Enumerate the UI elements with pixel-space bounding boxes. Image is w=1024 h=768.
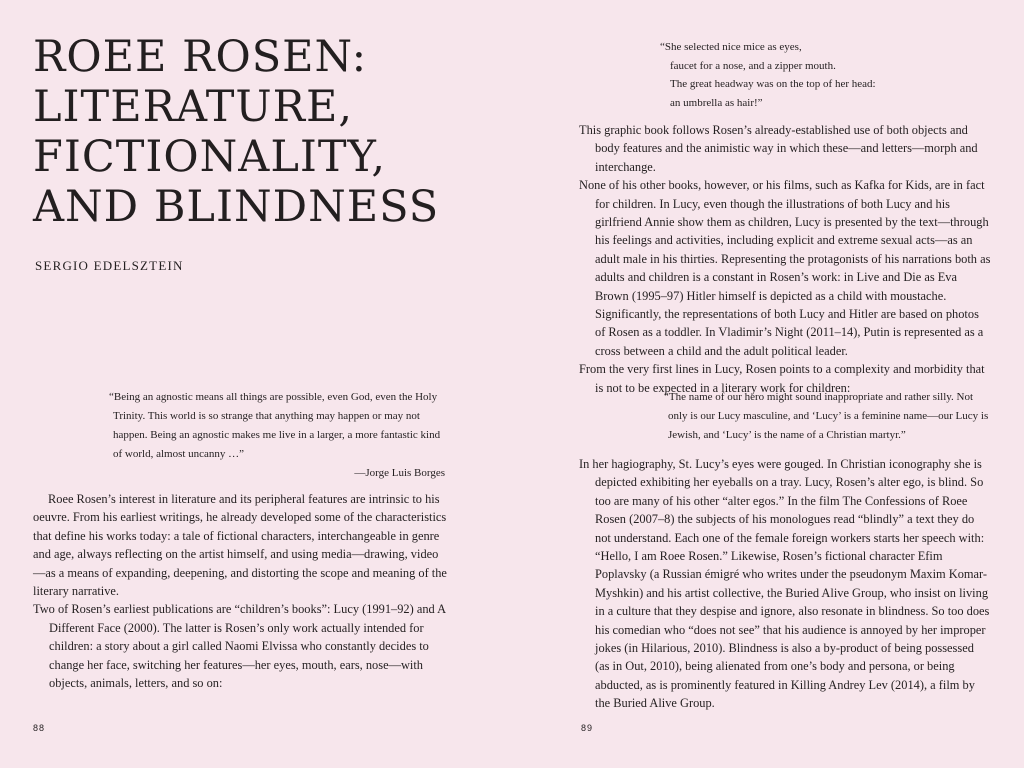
page-number: 89 <box>581 723 594 733</box>
right-page <box>512 0 1024 768</box>
paragraph: From the very first lines in Lucy, Rosen points to a complexity and morbidity that is not to be expected in a literary work for children: <box>579 362 985 395</box>
body-text-right-bottom <box>579 455 991 713</box>
title-line: ROEE ROSEN: <box>33 32 368 82</box>
paragraph: Two of Rosen’s earliest publications are “children’s books”: Lucy (1991–92) and A Different Face (2000). The latter is Rosen’s only work actually intended for children: a story about a girl called Naomi Elvissa who constantly decides to change her face, switching her features—her eyes, mouth, ears, nose—with objects, animals, letters, and so on: <box>33 602 446 691</box>
paragraph: This graphic book follows Rosen’s already-established use of both objects and body features and the animistic way in which these—and letters—morph and interchange. <box>579 123 978 174</box>
epigraph-attribution: —Jorge Luis Borges <box>354 467 445 479</box>
block-quote <box>658 388 990 445</box>
paragraph: Roee Rosen’s interest in literature and its peripheral features are intrinsic to his oeuvre. From his earliest writings, he already developed some of the characteristics that define his works today: a tale of fictional characters, interchangeable in genre and age, always reflecting on the artist himself, and using media—drawing, video—as a means of expanding, deepening, and distorting the scope and meaning of the literary narrative. <box>33 492 447 599</box>
verse-quote <box>660 38 990 113</box>
verse-line: an umbrella as hair!” <box>670 97 763 110</box>
body-text-right-top <box>579 121 991 397</box>
verse-line: The great headway was on the top of her head: <box>670 78 876 91</box>
epigraph-quote: “Being an agnostic means all things are possible, even God, even the Holy Trinity. This world is so strange that anything may happen or may not happen. Being an agnostic makes me live in a larger, a more fantastic kind of world, almost uncanny …” <box>109 391 441 460</box>
body-text-left <box>33 490 448 692</box>
chapter-title <box>33 32 463 232</box>
epigraph <box>103 388 445 483</box>
verse-line: “She selected nice mice as eyes, <box>660 41 802 53</box>
paragraph: None of his other books, however, or his films, such as Kafka for Kids, are in fact for children. In Lucy, even though the illustrations of both Lucy and his girlfriend Annie show them as children, Lucy is presented by the text—through his feelings and activities, including explicit and extreme sexual acts—as an adult male in his thirties. Representing the protagonists of his narrations both as adults and children is a constant in Rosen’s work: in Live and Die as Eva Brown (1995–97) Hitler himself is depicted as a child with moustache. Significantly, the representations of both Lucy and Hitler are based on photos of Rosen as a toddler. In Vladimir’s Night (2011–14), Putin is represented as a cross between a child and the adult political leader. <box>579 178 991 358</box>
title-line: AND BLINDNESS <box>33 182 440 232</box>
title-line: LITERATURE, <box>33 82 354 132</box>
author-name: SERGIO EDELSZTEIN <box>35 258 184 273</box>
paragraph: In her hagiography, St. Lucy’s eyes were gouged. In Christian iconography she is depicted exhibiting her eyeballs on a tray. Lucy, Rosen’s alter ego, is blind. So too are many of his other “alter egos.” In the film The Confessions of Roee Rosen (2007–8) the subjects of his monologues read “blindly” a text they do not understand. Each one of the female foreign workers starts her speech with: “Hello, I am Roee Rosen.” Likewise, Rosen’s fictional character Efim Poplavsky (a Russian émigré who writes under the pseudonym Maxim Komar-Myshkin) and his artist collective, the Buried Alive Group, who insist on living in a culture that they despise and ignore, also resonate in blindness. So too does his comedian who “does not see” that his audience is annoyed by her improper jokes (in Hilarious, 2010). Blindness is also a by-product of being possessed (as in Out, 2010), being alienated from one’s body and persona, or being abducted, as is prominently featured in Killing Andrey Lev (2014), a film by the Buried Alive Group. <box>579 457 990 711</box>
page-number: 88 <box>33 723 46 733</box>
title-line: FICTIONALITY, <box>33 132 387 182</box>
verse-line: faucet for a nose, and a zipper mouth. <box>670 59 836 72</box>
block-quote-text: “The name of our hero might sound inappropriate and rather silly. Not only is our Lucy masculine, and ‘Lucy’ is a feminine name—our Lucy is Jewish, and ‘Lucy’ is the name of a Christian martyr.” <box>664 391 989 441</box>
